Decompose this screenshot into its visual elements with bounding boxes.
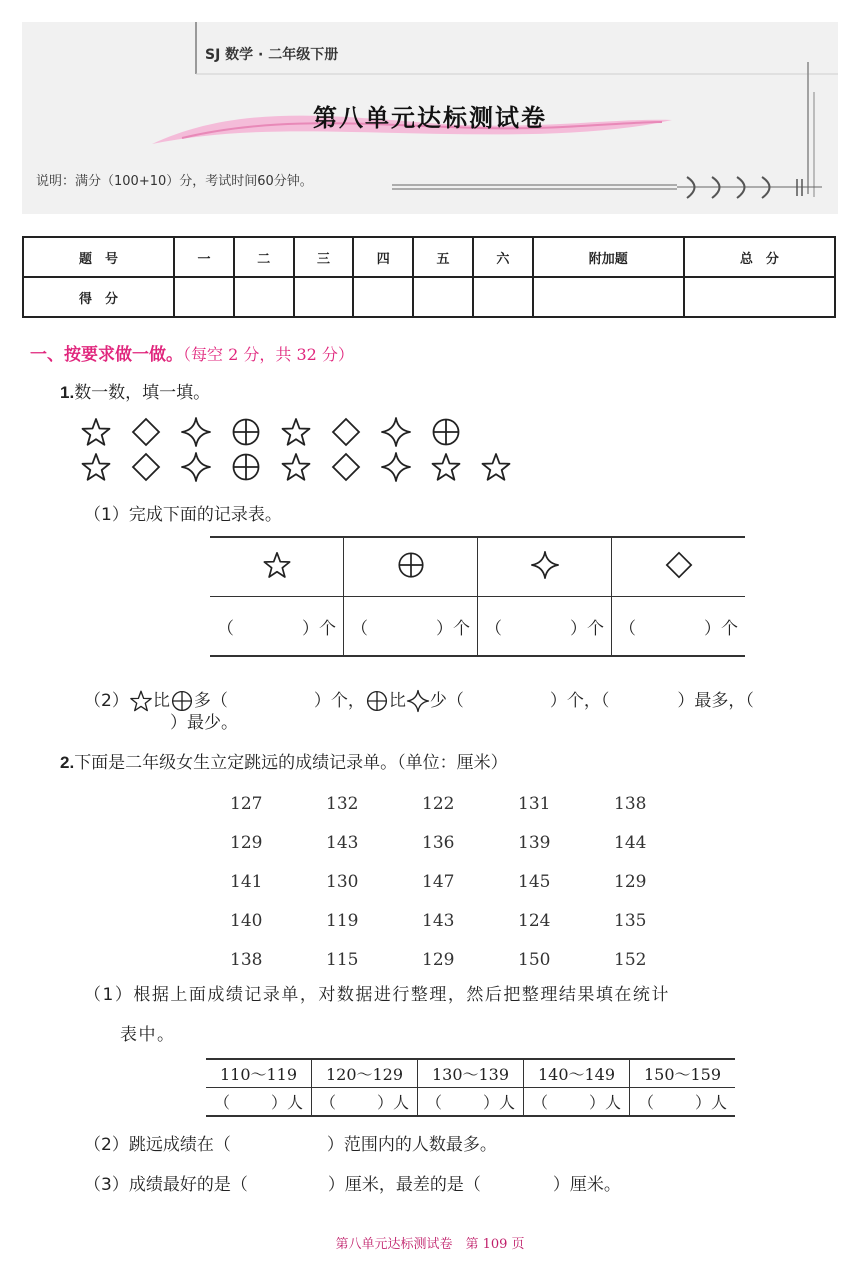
score-value-row <box>23 277 835 317</box>
data-cell: 139 <box>518 832 551 853</box>
paren-close: ）人 <box>588 1093 621 1112</box>
paren-open: （ <box>532 1093 549 1112</box>
star-icon <box>430 451 462 483</box>
score-cell[interactable] <box>353 277 413 317</box>
page-footer: 第八单元达标测试卷 第 109 页 <box>335 1237 525 1252</box>
data-cell: 138 <box>230 949 263 970</box>
score-cell[interactable] <box>413 277 473 317</box>
score-col-2: 二 <box>234 237 294 277</box>
circle-cross-icon <box>396 550 426 580</box>
data-cell: 140 <box>230 910 263 931</box>
text-part: ）范围内的人数最多。 <box>326 1135 497 1155</box>
shape-count-row <box>210 597 745 657</box>
score-cell[interactable] <box>234 277 294 317</box>
paren-open: （ <box>485 618 502 639</box>
diamond-icon <box>130 451 162 483</box>
data-cell: 144 <box>614 832 647 853</box>
score-table <box>22 236 836 318</box>
text-part: （2）跳远成绩在（ <box>84 1135 231 1155</box>
star-icon <box>262 550 292 580</box>
person-count-cell[interactable] <box>524 1088 630 1117</box>
question-number: 1. <box>60 383 75 402</box>
question-text: 下面是二年级女生立定跳远的成绩记录单。（单位：厘米） <box>74 753 508 773</box>
person-count-cell[interactable] <box>418 1088 524 1117</box>
score-cell[interactable] <box>294 277 354 317</box>
data-cell: 145 <box>518 871 551 892</box>
diamond-icon <box>330 416 362 448</box>
sub-question-2-1-cont: 表中。 <box>120 1025 176 1045</box>
data-cell: 124 <box>518 910 551 931</box>
sub-question-2-1: （1）根据上面成绩记录单，对数据进行整理，然后把整理结果填在统计 <box>84 985 670 1005</box>
score-cell[interactable] <box>533 277 684 317</box>
section-title <box>30 340 354 365</box>
circle-cross-icon <box>230 416 262 448</box>
count-cell[interactable] <box>344 597 478 657</box>
score-cell[interactable] <box>473 277 533 317</box>
count-cell[interactable] <box>612 597 746 657</box>
range-count-row <box>206 1088 735 1117</box>
exam-note: 说明：满分（100+10）分，考试时间60分钟。 <box>36 174 313 189</box>
data-cell: 115 <box>326 949 359 970</box>
four-point-star-icon <box>530 550 560 580</box>
question-text: 数一数，填一填。 <box>74 383 211 403</box>
paren-open: （ <box>619 618 636 639</box>
paren-close: ）个 <box>302 618 336 639</box>
data-cell: 150 <box>518 949 551 970</box>
shape-header-cell <box>612 537 746 597</box>
paren-open: （ <box>214 1093 231 1112</box>
text-part: ）个， <box>313 691 365 711</box>
text-part: 比 <box>388 691 406 711</box>
four-point-star-icon <box>380 416 412 448</box>
paren-close: ）人 <box>482 1093 515 1112</box>
paren-close: ）人 <box>376 1093 409 1112</box>
star-icon <box>80 416 112 448</box>
person-count-cell[interactable] <box>630 1088 736 1117</box>
star-icon <box>280 416 312 448</box>
score-col-5: 五 <box>413 237 473 277</box>
range-count-table <box>206 1058 735 1117</box>
circle-cross-icon <box>230 451 262 483</box>
data-cell: 119 <box>326 910 359 931</box>
person-count-cell[interactable] <box>312 1088 418 1117</box>
range-header-cell: 110～119 <box>206 1059 312 1088</box>
four-point-star-icon <box>180 451 212 483</box>
data-row <box>230 901 710 940</box>
range-header-row <box>206 1059 735 1088</box>
text-part: ）最多，（ <box>677 691 754 711</box>
question-2 <box>60 748 508 773</box>
data-row <box>230 940 710 979</box>
text-part: 少（ <box>429 691 464 711</box>
text-part: ）厘米，最差的是（ <box>327 1175 481 1195</box>
diamond-icon <box>130 416 162 448</box>
section-points: （每空 2 分，共 32 分） <box>183 345 354 364</box>
series-label: SJ 数学 · 二年级下册 <box>205 47 339 63</box>
sub-question-2-2 <box>84 1130 497 1155</box>
text-part: ）个，（ <box>549 691 610 711</box>
score-col-4: 四 <box>353 237 413 277</box>
sub-label: （2） <box>84 691 129 711</box>
text-part: ）厘米。 <box>552 1175 621 1195</box>
paren-close: ）个 <box>704 618 738 639</box>
question-number: 2. <box>60 753 75 772</box>
range-header-cell: 150～159 <box>630 1059 736 1088</box>
page-title: 第八单元达标测试卷 <box>313 104 547 132</box>
shape-count-table <box>210 536 745 657</box>
circle-cross-icon <box>430 416 462 448</box>
shape-header-cell <box>478 537 612 597</box>
score-row-label: 得 分 <box>23 277 174 317</box>
shape-header-cell <box>344 537 478 597</box>
sub-question-1-1: （1）完成下面的记录表。 <box>84 505 282 525</box>
data-cell: 141 <box>230 871 263 892</box>
section-title-text: 一、按要求做一做。 <box>30 345 183 365</box>
text-part: ）最少。 <box>170 713 238 733</box>
shape-row-1 <box>80 416 462 448</box>
score-col-label: 题 号 <box>23 237 174 277</box>
four-point-star-icon <box>180 416 212 448</box>
text-part: 比 <box>152 691 170 711</box>
range-header-cell: 120～129 <box>312 1059 418 1088</box>
data-row <box>230 862 710 901</box>
sub-question-1-2-cont <box>120 708 238 733</box>
data-cell: 129 <box>422 949 455 970</box>
paren-open: （ <box>638 1093 655 1112</box>
shape-row-2 <box>80 451 512 483</box>
data-cell: 132 <box>326 793 359 814</box>
person-count-cell[interactable] <box>206 1088 312 1117</box>
sub-question-1-2 <box>84 666 754 713</box>
count-cell[interactable] <box>478 597 612 657</box>
data-cell: 143 <box>422 910 455 931</box>
score-col-total: 总 分 <box>684 237 835 277</box>
sub-question-2-3 <box>84 1170 621 1195</box>
data-cell: 143 <box>326 832 359 853</box>
score-cell[interactable] <box>174 277 234 317</box>
data-cell: 122 <box>422 793 455 814</box>
paren-close: ）个 <box>436 618 470 639</box>
diamond-icon <box>330 451 362 483</box>
data-cell: 152 <box>614 949 647 970</box>
four-point-star-icon <box>380 451 412 483</box>
paren-open: （ <box>351 618 368 639</box>
score-col-6: 六 <box>473 237 533 277</box>
data-cell: 127 <box>230 793 263 814</box>
score-cell[interactable] <box>684 277 835 317</box>
shape-header-row <box>210 537 745 597</box>
score-col-1: 一 <box>174 237 234 277</box>
data-cell: 130 <box>326 871 359 892</box>
paren-open: （ <box>217 618 234 639</box>
range-header-cell: 130～139 <box>418 1059 524 1088</box>
data-row <box>230 823 710 862</box>
star-icon <box>80 451 112 483</box>
paren-open: （ <box>320 1093 337 1112</box>
score-header-row <box>23 237 835 277</box>
data-cell: 129 <box>614 871 647 892</box>
data-cell: 131 <box>518 793 551 814</box>
score-col-bonus: 附加题 <box>533 237 684 277</box>
score-col-3: 三 <box>294 237 354 277</box>
text-part: （3）成绩最好的是（ <box>84 1175 248 1195</box>
paren-open: （ <box>426 1093 443 1112</box>
data-cell: 135 <box>614 910 647 931</box>
range-header-cell: 140～149 <box>524 1059 630 1088</box>
four-point-star-icon <box>406 689 430 713</box>
count-cell[interactable] <box>210 597 344 657</box>
paren-close: ）人 <box>694 1093 727 1112</box>
data-cell: 147 <box>422 871 455 892</box>
star-icon <box>280 451 312 483</box>
data-cell: 138 <box>614 793 647 814</box>
text-part: 多（ <box>193 691 228 711</box>
question-1 <box>60 378 210 403</box>
paren-close: ）人 <box>270 1093 303 1112</box>
data-cell: 136 <box>422 832 455 853</box>
circle-cross-icon <box>365 689 389 713</box>
data-row <box>230 784 710 823</box>
star-icon <box>480 451 512 483</box>
jump-data-grid <box>230 784 710 979</box>
data-cell: 129 <box>230 832 263 853</box>
paren-close: ）个 <box>570 618 604 639</box>
shape-header-cell <box>210 537 344 597</box>
diamond-icon <box>664 550 694 580</box>
